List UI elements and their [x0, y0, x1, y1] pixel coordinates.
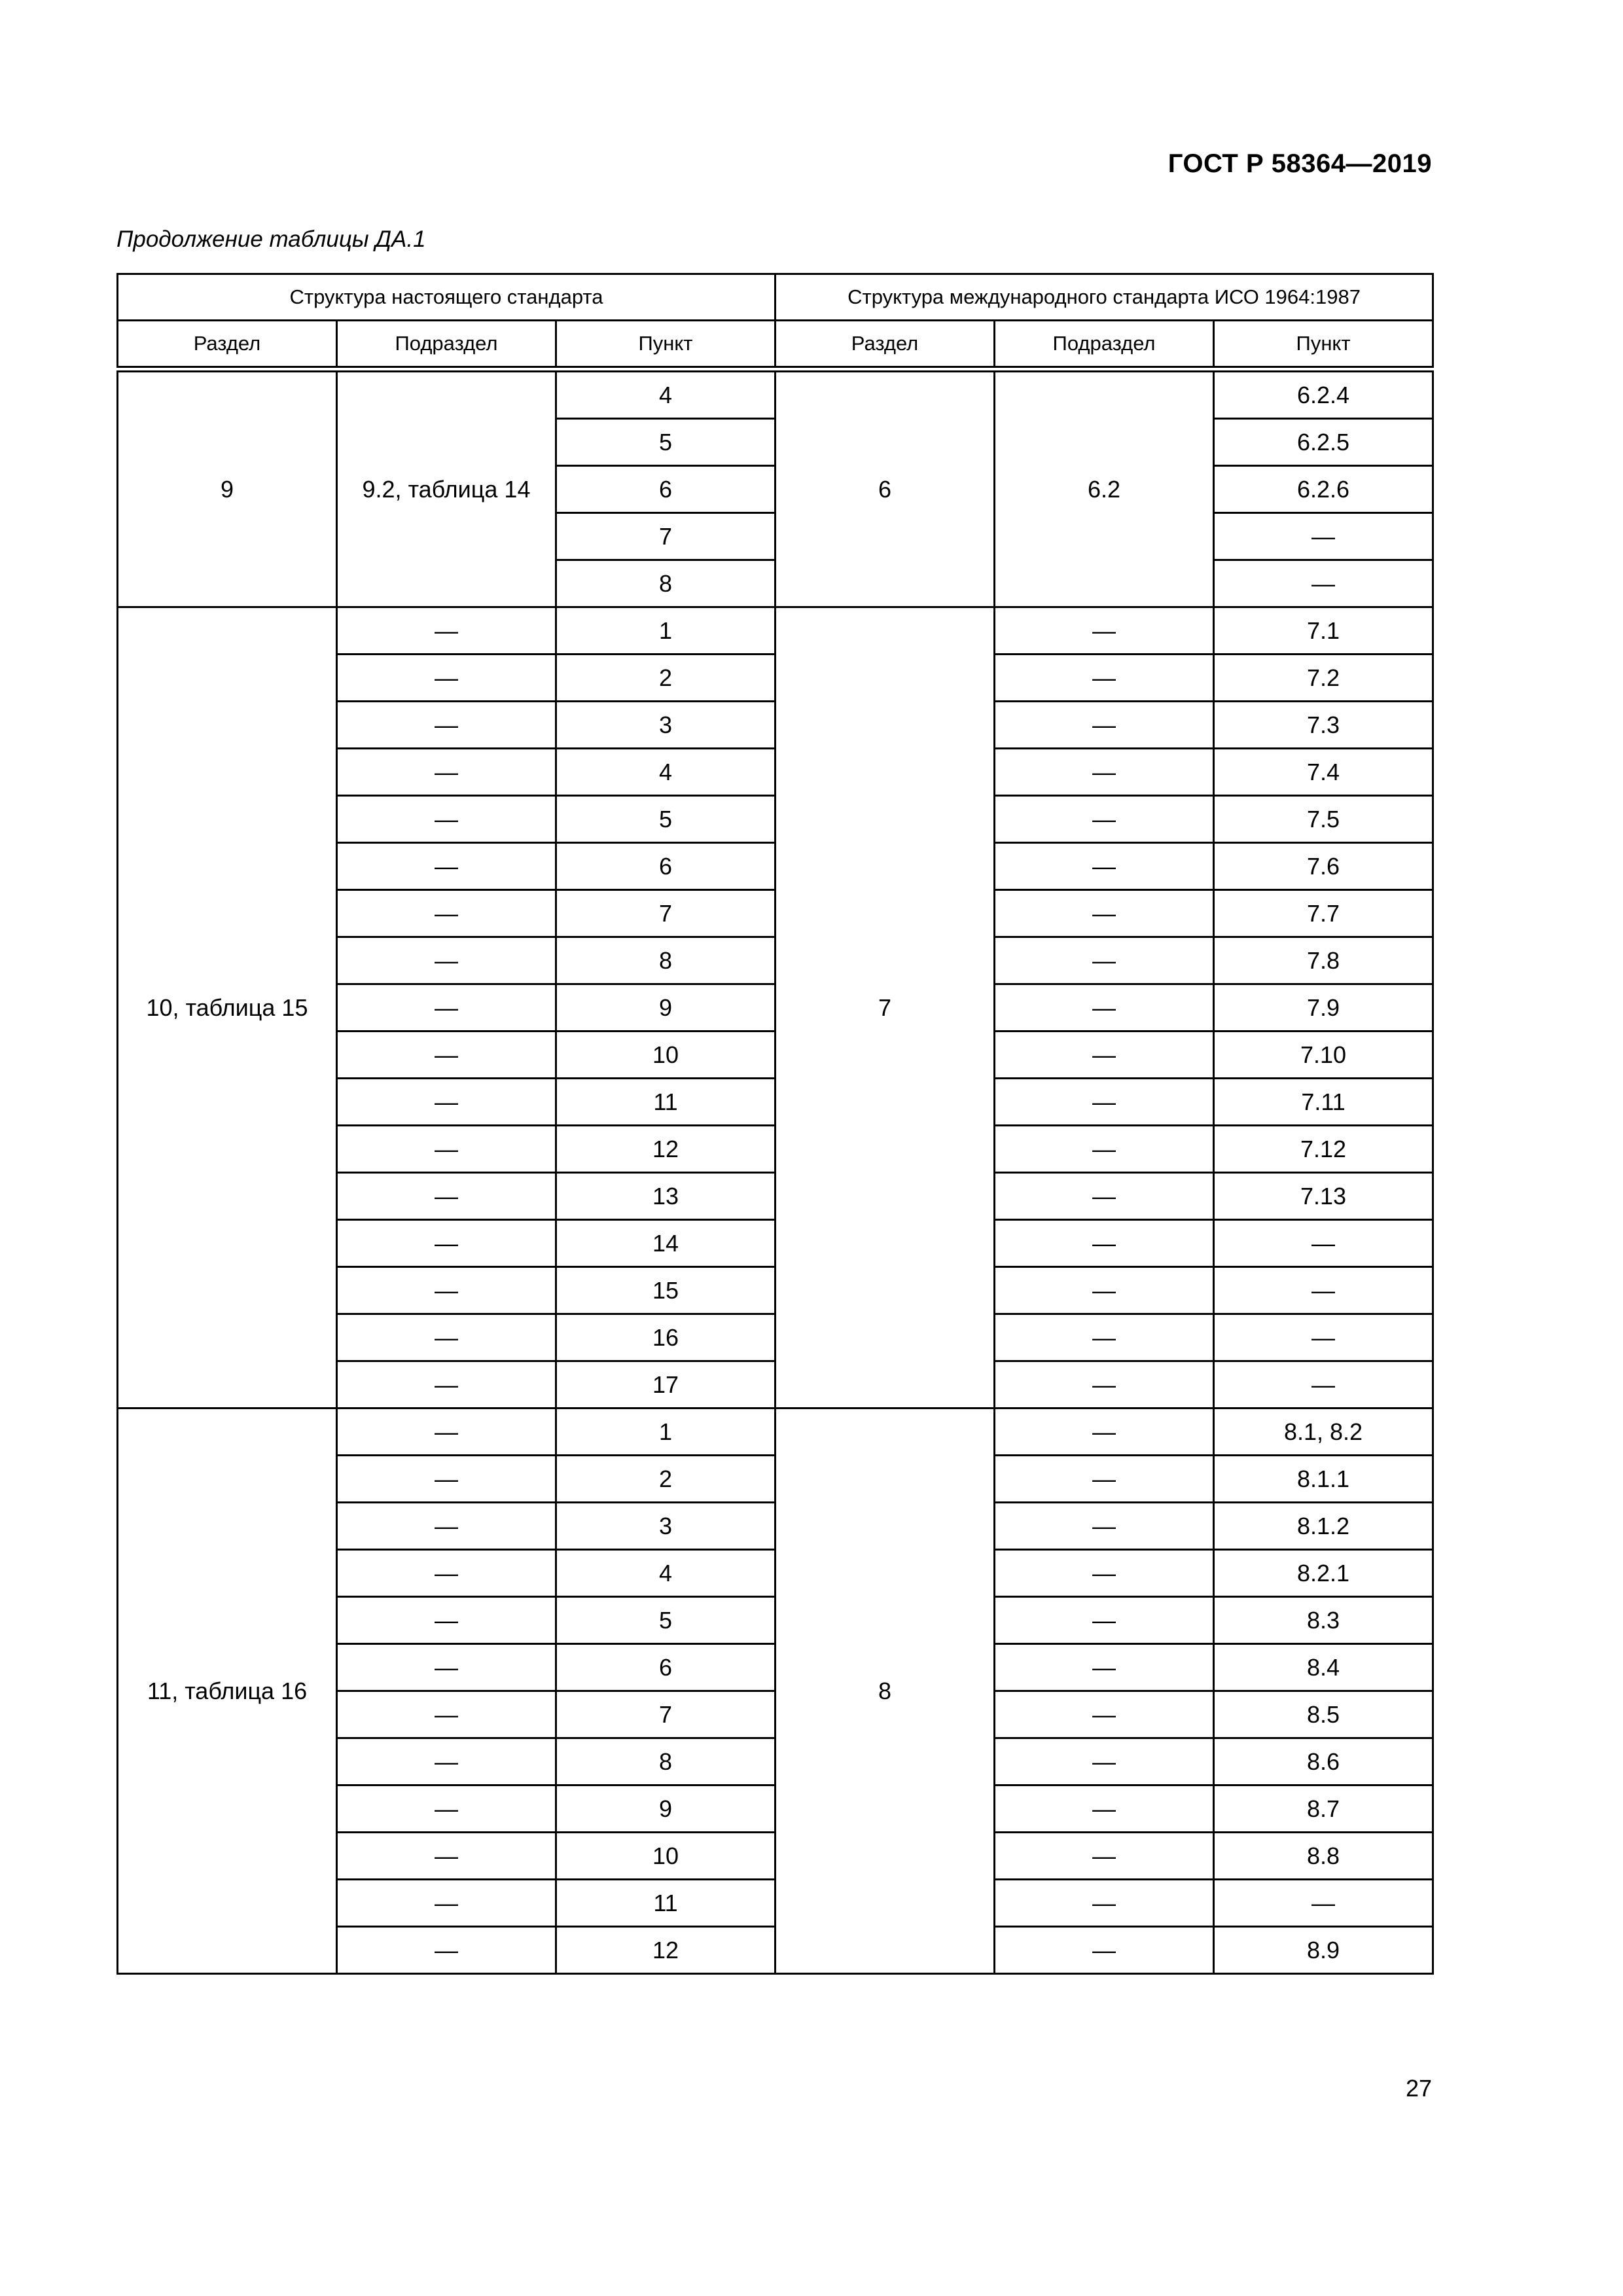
- intl-item-cell: 8.6: [1214, 1738, 1433, 1785]
- item-cell: 16: [556, 1314, 776, 1361]
- table-header: [118, 274, 1433, 370]
- intl-item-cell: 7.6: [1214, 843, 1433, 890]
- subsection-cell: —: [337, 1267, 556, 1314]
- intl-subsection-cell: —: [995, 1267, 1214, 1314]
- intl-item-cell: 6.2.5: [1214, 419, 1433, 466]
- item-cell: 11: [556, 1880, 776, 1927]
- intl-subsection-cell: —: [995, 1314, 1214, 1361]
- item-cell: 11: [556, 1079, 776, 1126]
- intl-item-cell: 8.5: [1214, 1691, 1433, 1738]
- item-cell: 7: [556, 890, 776, 937]
- column-header: Раздел: [118, 321, 337, 370]
- table-body: [118, 369, 1433, 1974]
- subsection-cell: —: [337, 1597, 556, 1644]
- table-row: [118, 607, 1433, 655]
- subsection-cell: —: [337, 1408, 556, 1456]
- subsection-cell: —: [337, 1220, 556, 1267]
- section-cell: 10, таблица 15: [118, 607, 337, 1408]
- subsection-cell: —: [337, 655, 556, 702]
- intl-subsection-cell: —: [995, 1880, 1214, 1927]
- intl-subsection-cell: —: [995, 1361, 1214, 1408]
- intl-item-cell: 7.7: [1214, 890, 1433, 937]
- subsection-cell: —: [337, 1785, 556, 1833]
- intl-item-cell: 8.1.2: [1214, 1503, 1433, 1550]
- intl-subsection-cell: —: [995, 607, 1214, 655]
- intl-item-cell: —: [1214, 1361, 1433, 1408]
- subsection-cell: —: [337, 1644, 556, 1691]
- intl-section-cell: 6: [776, 369, 995, 607]
- item-cell: 4: [556, 749, 776, 796]
- item-cell: 6: [556, 1644, 776, 1691]
- intl-subsection-cell: —: [995, 1126, 1214, 1173]
- intl-item-cell: 8.1, 8.2: [1214, 1408, 1433, 1456]
- intl-subsection-cell: 6.2: [995, 369, 1214, 607]
- column-header: Пункт: [1214, 321, 1433, 370]
- intl-item-cell: 8.7: [1214, 1785, 1433, 1833]
- intl-subsection-cell: —: [995, 1691, 1214, 1738]
- item-cell: 8: [556, 1738, 776, 1785]
- item-cell: 6: [556, 843, 776, 890]
- intl-item-cell: 8.3: [1214, 1597, 1433, 1644]
- intl-section-cell: 8: [776, 1408, 995, 1974]
- item-cell: 7: [556, 513, 776, 560]
- item-cell: 1: [556, 607, 776, 655]
- subsection-cell: —: [337, 1126, 556, 1173]
- section-cell: 11, таблица 16: [118, 1408, 337, 1974]
- intl-subsection-cell: —: [995, 749, 1214, 796]
- column-header: Пункт: [556, 321, 776, 370]
- intl-item-cell: —: [1214, 1314, 1433, 1361]
- intl-item-cell: 7.2: [1214, 655, 1433, 702]
- intl-subsection-cell: —: [995, 1408, 1214, 1456]
- subsection-cell: —: [337, 702, 556, 749]
- section-cell: 9: [118, 369, 337, 607]
- group-header-international: Структура международного стандарта ИСО 1964:1987: [776, 274, 1433, 321]
- intl-item-cell: 8.2.1: [1214, 1550, 1433, 1597]
- intl-subsection-cell: —: [995, 796, 1214, 843]
- item-cell: 12: [556, 1927, 776, 1974]
- subsection-cell: —: [337, 1503, 556, 1550]
- intl-subsection-cell: —: [995, 890, 1214, 937]
- document-code: ГОСТ Р 58364—2019: [1168, 149, 1432, 178]
- intl-item-cell: —: [1214, 560, 1433, 607]
- intl-subsection-cell: —: [995, 1833, 1214, 1880]
- subsection-cell: —: [337, 1361, 556, 1408]
- subsection-cell: —: [337, 1691, 556, 1738]
- item-cell: 7: [556, 1691, 776, 1738]
- intl-item-cell: 7.5: [1214, 796, 1433, 843]
- subsection-cell: —: [337, 890, 556, 937]
- item-cell: 10: [556, 1031, 776, 1079]
- intl-section-cell: 7: [776, 607, 995, 1408]
- item-cell: 5: [556, 796, 776, 843]
- subsection-cell: —: [337, 1927, 556, 1974]
- subsection-cell: —: [337, 937, 556, 984]
- intl-item-cell: 6.2.6: [1214, 466, 1433, 513]
- item-cell: 8: [556, 937, 776, 984]
- item-cell: 5: [556, 419, 776, 466]
- item-cell: 2: [556, 1456, 776, 1503]
- intl-item-cell: 8.8: [1214, 1833, 1433, 1880]
- subsection-cell: —: [337, 1833, 556, 1880]
- subsection-cell: —: [337, 1314, 556, 1361]
- item-cell: 4: [556, 1550, 776, 1597]
- intl-subsection-cell: —: [995, 1031, 1214, 1079]
- subsection-cell: —: [337, 1031, 556, 1079]
- intl-subsection-cell: —: [995, 984, 1214, 1031]
- intl-item-cell: 7.9: [1214, 984, 1433, 1031]
- intl-subsection-cell: —: [995, 655, 1214, 702]
- intl-item-cell: 7.3: [1214, 702, 1433, 749]
- intl-item-cell: 7.1: [1214, 607, 1433, 655]
- intl-subsection-cell: —: [995, 1597, 1214, 1644]
- page-number: 27: [1405, 2075, 1432, 2102]
- column-header: Раздел: [776, 321, 995, 370]
- subsection-cell: 9.2, таблица 14: [337, 369, 556, 607]
- intl-item-cell: 7.10: [1214, 1031, 1433, 1079]
- subsection-cell: —: [337, 1173, 556, 1220]
- item-cell: 2: [556, 655, 776, 702]
- intl-item-cell: 7.11: [1214, 1079, 1433, 1126]
- intl-subsection-cell: —: [995, 1456, 1214, 1503]
- table-row: [118, 369, 1433, 419]
- subsection-cell: —: [337, 796, 556, 843]
- group-header-row: [118, 274, 1433, 321]
- intl-subsection-cell: —: [995, 1220, 1214, 1267]
- item-cell: 13: [556, 1173, 776, 1220]
- item-cell: 3: [556, 1503, 776, 1550]
- column-header: Подраздел: [337, 321, 556, 370]
- subsection-cell: —: [337, 1880, 556, 1927]
- intl-item-cell: 7.12: [1214, 1126, 1433, 1173]
- subsection-cell: —: [337, 607, 556, 655]
- item-cell: 14: [556, 1220, 776, 1267]
- item-cell: 8: [556, 560, 776, 607]
- intl-subsection-cell: —: [995, 1644, 1214, 1691]
- intl-item-cell: 8.1.1: [1214, 1456, 1433, 1503]
- item-cell: 10: [556, 1833, 776, 1880]
- intl-item-cell: 7.4: [1214, 749, 1433, 796]
- intl-subsection-cell: —: [995, 1173, 1214, 1220]
- item-cell: 9: [556, 984, 776, 1031]
- subsection-cell: —: [337, 1550, 556, 1597]
- intl-subsection-cell: —: [995, 937, 1214, 984]
- item-cell: 1: [556, 1408, 776, 1456]
- intl-item-cell: —: [1214, 513, 1433, 560]
- table-caption: Продолжение таблицы ДА.1: [116, 226, 426, 252]
- intl-item-cell: —: [1214, 1220, 1433, 1267]
- item-cell: 5: [556, 1597, 776, 1644]
- group-header-national: Структура настоящего стандарта: [118, 274, 776, 321]
- subsection-cell: —: [337, 1456, 556, 1503]
- subsection-cell: —: [337, 843, 556, 890]
- column-header: Подраздел: [995, 321, 1214, 370]
- intl-subsection-cell: —: [995, 1079, 1214, 1126]
- intl-subsection-cell: —: [995, 1503, 1214, 1550]
- intl-item-cell: 8.4: [1214, 1644, 1433, 1691]
- intl-item-cell: 8.9: [1214, 1927, 1433, 1974]
- item-cell: 17: [556, 1361, 776, 1408]
- table-row: [118, 1408, 1433, 1456]
- intl-item-cell: —: [1214, 1267, 1433, 1314]
- intl-subsection-cell: —: [995, 1927, 1214, 1974]
- intl-item-cell: 7.8: [1214, 937, 1433, 984]
- intl-item-cell: 6.2.4: [1214, 369, 1433, 419]
- intl-subsection-cell: —: [995, 1785, 1214, 1833]
- intl-subsection-cell: —: [995, 1550, 1214, 1597]
- item-cell: 12: [556, 1126, 776, 1173]
- intl-subsection-cell: —: [995, 702, 1214, 749]
- subsection-cell: —: [337, 1079, 556, 1126]
- item-cell: 6: [556, 466, 776, 513]
- item-cell: 4: [556, 369, 776, 419]
- item-cell: 3: [556, 702, 776, 749]
- column-header-row: [118, 321, 1433, 370]
- subsection-cell: —: [337, 749, 556, 796]
- intl-subsection-cell: —: [995, 1738, 1214, 1785]
- intl-item-cell: 7.13: [1214, 1173, 1433, 1220]
- item-cell: 9: [556, 1785, 776, 1833]
- subsection-cell: —: [337, 984, 556, 1031]
- intl-item-cell: —: [1214, 1880, 1433, 1927]
- subsection-cell: —: [337, 1738, 556, 1785]
- item-cell: 15: [556, 1267, 776, 1314]
- intl-subsection-cell: —: [995, 843, 1214, 890]
- structure-comparison-table: [116, 273, 1434, 1975]
